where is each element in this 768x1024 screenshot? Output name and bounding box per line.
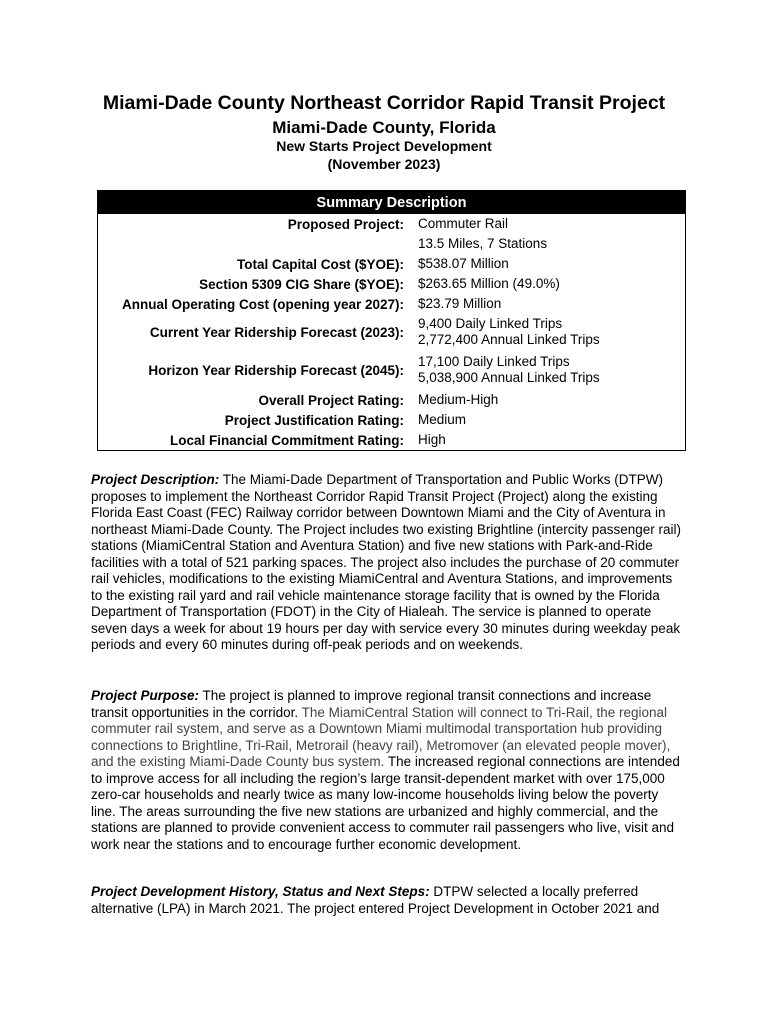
row-value-line: Medium-High <box>418 392 499 407</box>
row-value-line: Medium <box>418 412 467 427</box>
project-purpose-text-continued: The increased regional connections are intended to improve access for all including the region’s large transit-dependent market with over 175,000 zero-car households and nearly twice as many low-income households living below the poverty line. The areas surrounding the five new stations are urbanized and highly commercial, and the stations are planned to provide convenient access to commuter rail passengers who live, visit and work near the stations and to encourage further economic development. <box>91 754 680 852</box>
document-title: Miami-Dade County Northeast Corridor Rapid Transit Project <box>102 92 666 114</box>
table-row <box>98 254 686 274</box>
table-row <box>98 274 686 294</box>
summary-heading: Summary Description <box>98 191 686 215</box>
project-purpose-heading: Project Purpose: <box>91 688 200 703</box>
row-label: Proposed Project: <box>287 216 404 232</box>
project-purpose-text: The project is planned to improve regional transit connections and increase transit opportunities in the corridor. <box>91 688 652 720</box>
row-label: Section 5309 CIG Share ($YOE): <box>199 276 404 292</box>
table-row <box>98 410 686 430</box>
row-value <box>410 254 686 274</box>
project-history-paragraph <box>91 884 681 917</box>
document-location: Miami-Dade County, Florida <box>272 118 496 137</box>
row-value-line: 17,100 Daily Linked Trips <box>418 354 570 369</box>
project-description-heading: Project Description: <box>91 472 220 487</box>
row-value-line: $23.79 Million <box>418 296 502 311</box>
row-value <box>410 390 686 410</box>
row-value-line: Commuter Rail <box>418 216 509 231</box>
table-row <box>98 234 686 254</box>
row-value <box>410 294 686 314</box>
row-value-line: 2,772,400 Annual Linked Trips <box>418 332 600 347</box>
table-row <box>98 430 686 451</box>
row-value <box>410 214 686 234</box>
row-value <box>410 314 686 350</box>
table-row <box>98 390 686 410</box>
project-purpose-hub-text: The MiamiCentral Station will connect to Tri-Rail, the regional commuter rail system, and serve as a Downtown Miami multimodal transportation hub providing connections to Brightline, Tri-Rail, Metrorail (heavy rail), Metromover (an elevated people mover), and the existing Miami-Dade County bus system. <box>91 704 671 769</box>
row-value <box>410 234 686 254</box>
row-label: Project Justification Rating: <box>224 412 404 428</box>
table-row <box>98 214 686 234</box>
row-label: Annual Operating Cost (opening year 2027): <box>121 296 404 312</box>
document-date: (November 2023) <box>327 156 441 172</box>
row-label: Local Financial Commitment Rating: <box>169 432 404 448</box>
row-label: Horizon Year Ridership Forecast (2045): <box>148 362 404 378</box>
project-history-text: DTPW selected a locally preferred alternative (LPA) in March 2021. The project entered Project Development in October 2021 and <box>91 884 660 916</box>
row-value-line: High <box>418 432 446 447</box>
project-description-text: The Miami-Dade Department of Transportation and Public Works (DTPW) proposes to implement the Northeast Corridor Rapid Transit Project (Project) along the existing Florida East Coast (FEC) Railway corridor between Downtown Miami and the City of Aventura in northeast Miami-Dade County. The Project includes two existing Brightline (intercity passenger rail) stations (MiamiCentral Station and Aventura Station) and five new stations with Park-and-Ride facilities with a total of 521 parking spaces. The project also includes the purchase of 20 commuter rail vehicles, modifications to the existing MiamiCentral and Aventura Stations, and improvements to the existing rail yard and rail vehicle maintenance storage facility that is owned by the Florida Department of Transportation (FDOT) in the City of Hialeah. The service is planned to operate seven days a week for about 19 hours per day with service every 30 minutes during weekday peak periods and every 60 minutes during off-peak periods and on weekends. <box>91 472 682 652</box>
table-row <box>98 314 686 350</box>
row-value-line: $263.65 Million (49.0%) <box>418 276 560 291</box>
row-label: Overall Project Rating: <box>258 392 404 408</box>
row-label: Current Year Ridership Forecast (2023): <box>149 324 404 340</box>
row-value <box>410 430 686 451</box>
row-value <box>410 410 686 430</box>
row-value-line: 13.5 Miles, 7 Stations <box>418 236 548 251</box>
summary-table <box>97 190 686 451</box>
project-purpose-paragraph <box>91 688 681 853</box>
row-value <box>410 350 686 390</box>
table-row <box>98 294 686 314</box>
row-value <box>410 274 686 294</box>
document-phase: New Starts Project Development <box>276 138 492 154</box>
row-label: Total Capital Cost ($YOE): <box>236 256 404 272</box>
row-value-line: 5,038,900 Annual Linked Trips <box>418 370 600 385</box>
project-history-heading: Project Development History, Status and Next Steps: <box>91 884 430 899</box>
row-value-line: $538.07 Million <box>418 256 509 271</box>
project-description-paragraph <box>91 472 681 654</box>
table-row <box>98 350 686 390</box>
row-value-line: 9,400 Daily Linked Trips <box>418 316 563 331</box>
